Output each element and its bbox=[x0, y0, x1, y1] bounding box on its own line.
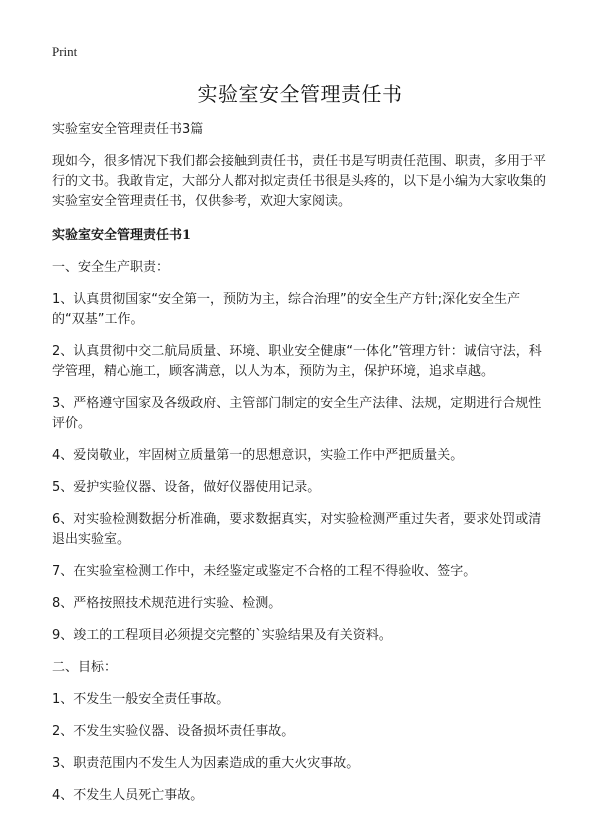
duty-item: 2、认真贯彻中交二航局质量、环境、职业安全健康“一体化”管理方针：诚信守法，科学管理，精心施工，顾客满意，以人为本，预防为主，保护环境，追求卓越。 bbox=[52, 344, 542, 379]
goal-item: 4、不发生人员死亡事故。 bbox=[52, 788, 204, 803]
goal-item: 1、不发生一般安全责任事故。 bbox=[52, 692, 230, 707]
intro-paragraph: 现如今，很多情况下我们都会接触到责任书，责任书是写明责任范围、职责，多用于平行的文书。我敢肯定，大部分人都对拟定责任书很是头疼的，以下是小编为大家收集的实验室安全管理责任书，仅供参考，欢迎大家阅读。 bbox=[52, 154, 547, 209]
duty-item: 1、认真贯彻国家“安全第一，预防为主，综合治理”的安全生产方针;深化安全生产的“双基”工作。 bbox=[52, 292, 521, 327]
part-heading-duties: 一、安全生产职责： bbox=[52, 260, 170, 275]
duty-item: 9、竣工的工程项目必须提交完整的`实验结果及有关资料。 bbox=[52, 628, 392, 643]
duty-item: 6、对实验检测数据分析准确，要求数据真实，对实验检测严重过失者，要求处罚或清退出实验室。 bbox=[52, 512, 542, 547]
duty-item: 4、爱岗敬业，牢固树立质量第一的思想意识，实验工作中严把质量关。 bbox=[52, 448, 464, 463]
duty-item: 3、严格遵守国家及各级政府、主管部门制定的安全生产法律、法规，定期进行合规性评价。 bbox=[52, 396, 542, 431]
duty-item: 8、严格按照技术规范进行实验、检测。 bbox=[52, 596, 282, 611]
section-heading: 实验室安全管理责任书1 bbox=[52, 228, 192, 243]
duty-item: 5、爱护实验仪器、设备，做好仪器使用记录。 bbox=[52, 480, 321, 495]
document-title: 实验室安全管理责任书 bbox=[197, 82, 403, 106]
print-link[interactable]: Print bbox=[52, 44, 78, 59]
goal-item: 2、不发生实验仪器、设备损坏责任事故。 bbox=[52, 724, 295, 739]
document-subtitle: 实验室安全管理责任书3篇 bbox=[52, 122, 204, 137]
duty-item: 7、在实验室检测工作中，未经鉴定或鉴定不合格的工程不得验收、签字。 bbox=[52, 564, 477, 579]
goal-item: 3、职责范围内不发生人为因素造成的重大火灾事故。 bbox=[52, 756, 360, 771]
part-heading-goals: 二、目标： bbox=[52, 660, 118, 675]
document-body bbox=[52, 120, 552, 818]
